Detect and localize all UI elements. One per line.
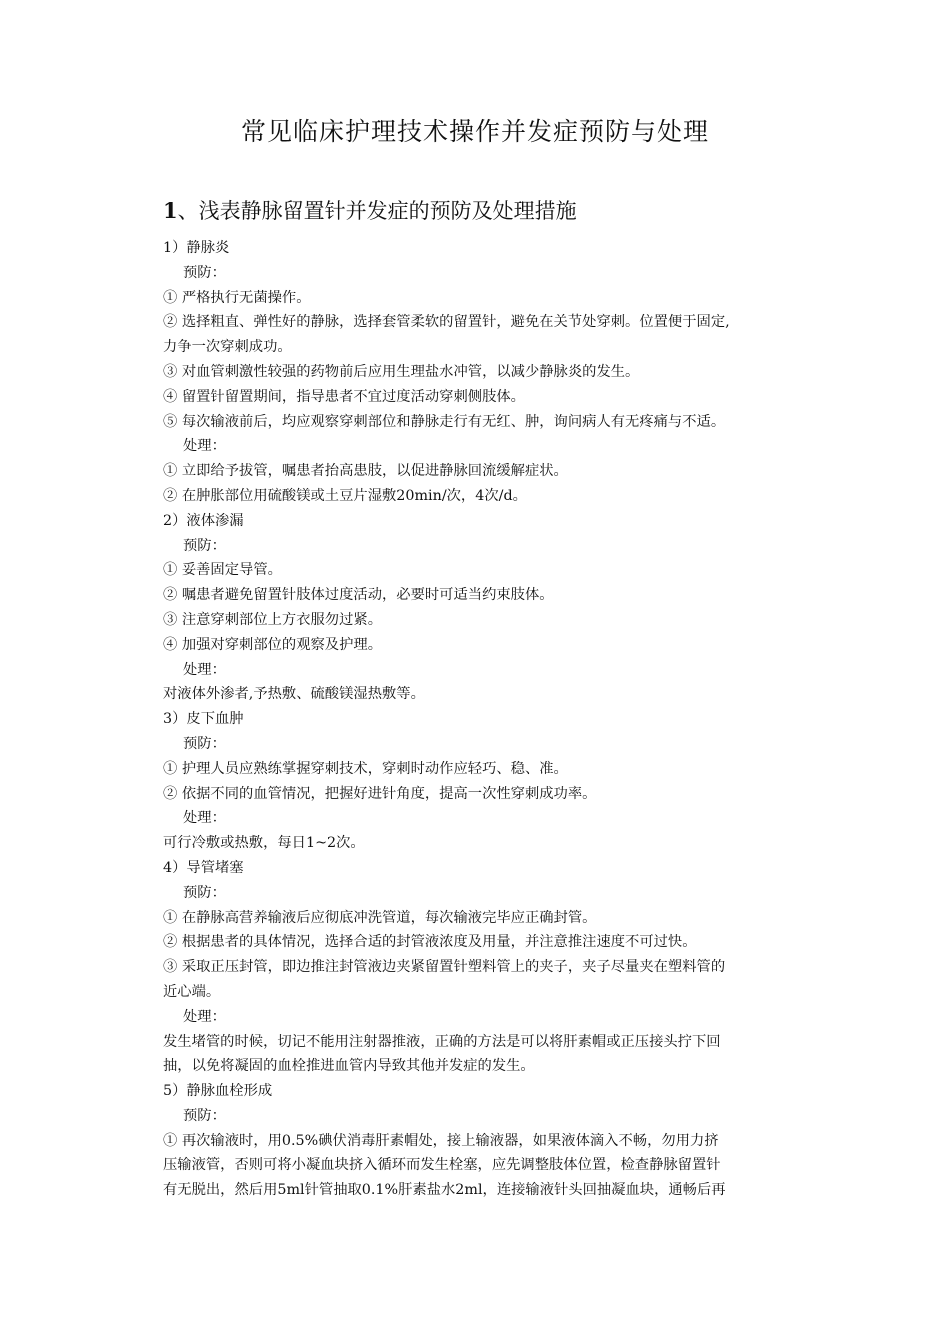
text-line: ③ 注意穿刺部位上方衣服勿过紧。 (163, 611, 382, 628)
text-line: ② 嘱患者避免留置针肢体过度活动，必要时可适当约束肢体。 (163, 587, 554, 604)
text-line: ⑤ 每次输液前后，均应观察穿刺部位和静脉走行有无红、肿，询问病人有无疼痛与不适。 (163, 413, 726, 430)
text-line: 4）导管堵塞 (163, 859, 244, 876)
text-line: ① 严格执行无菌操作。 (163, 289, 311, 306)
text-line: ① 立即给予拔管，嘱患者抬高患肢，以促进静脉回流缓解症状。 (163, 463, 568, 480)
text-line: ④ 加强对穿刺部位的观察及护理。 (163, 636, 382, 653)
section-number: 1 (163, 198, 178, 223)
text-line: 发生堵管的时候，切记不能用注射器推液，正确的方法是可以将肝素帽或正压接头拧下回 (163, 1033, 721, 1050)
text-line: 对液体外渗者,予热敷、硫酸镁湿热敷等。 (163, 686, 425, 703)
text-line: 有无脱出，然后用5ml针管抽取0.1%肝素盐水2ml，连接输液针头回抽凝血块，通畅后再 (163, 1182, 726, 1199)
text-line: 2）液体渗漏 (163, 512, 244, 529)
text-line: 预防： (183, 735, 226, 752)
text-line: 预防： (183, 1107, 226, 1124)
text-line: ① 在静脉高营养输液后应彻底冲洗管道，每次输液完毕应正确封管。 (163, 909, 597, 926)
text-line: 预防： (183, 537, 226, 554)
text-line: ① 妥善固定导管。 (163, 562, 282, 579)
text-line: ③ 对血管刺激性较强的药物前后应用生理盐水冲管，以减少静脉炎的发生。 (163, 363, 640, 380)
text-line: ① 再次输液时，用0.5%碘伏消毒肝素帽处，接上输液器，如果液体滴入不畅，勿用力挤 (163, 1132, 719, 1149)
text-line: ④ 留置针留置期间，指导患者不宜过度活动穿刺侧肢体。 (163, 388, 525, 405)
section-heading (163, 195, 577, 225)
text-line: ① 护理人员应熟练掌握穿刺技术，穿刺时动作应轻巧、稳、准。 (163, 760, 568, 777)
text-line: 处理： (183, 438, 226, 455)
text-line: 预防： (183, 264, 226, 281)
text-line: 预防： (183, 884, 226, 901)
text-line: 力争一次穿刺成功。 (163, 339, 292, 356)
text-line: ② 根据患者的具体情况，选择合适的封管液浓度及用量，并注意推注速度不可过快。 (163, 934, 697, 951)
text-line: ③ 采取正压封管，即边推注封管液边夹紧留置针塑料管上的夹子，夹子尽量夹在塑料管的 (163, 959, 726, 976)
section-title: 、浅表静脉留置针并发症的预防及处理措施 (177, 199, 577, 223)
text-line: 1）静脉炎 (163, 240, 230, 256)
text-line: 处理： (183, 661, 226, 678)
text-line: ② 选择粗直、弹性好的静脉，选择套管柔软的留置针，避免在关节处穿刺。位置便于固定, (163, 314, 730, 331)
text-line: 处理： (183, 810, 226, 827)
text-line: 可行冷敷或热敷，每日1~2次。 (163, 835, 365, 852)
text-line: ② 依据不同的血管情况，把握好进针角度，提高一次性穿刺成功率。 (163, 785, 597, 802)
text-line: 3）皮下血肿 (163, 711, 244, 728)
text-line: ② 在肿胀部位用硫酸镁或土豆片湿敷20min/次，4次/d。 (163, 487, 527, 504)
document-body (163, 236, 843, 1203)
text-line: 近心端。 (163, 983, 221, 1000)
text-line: 抽，以免将凝固的血栓推进血管内导致其他并发症的发生。 (163, 1058, 535, 1075)
text-line: 5）静脉血栓形成 (163, 1083, 273, 1100)
document-title: 常见临床护理技术操作并发症预防与处理 (240, 117, 709, 146)
text-line: 压输液管，否则可将小凝血块挤入循环而发生栓塞，应先调整肢体位置，检查静脉留置针 (163, 1157, 721, 1174)
text-line: 处理： (183, 1008, 226, 1025)
